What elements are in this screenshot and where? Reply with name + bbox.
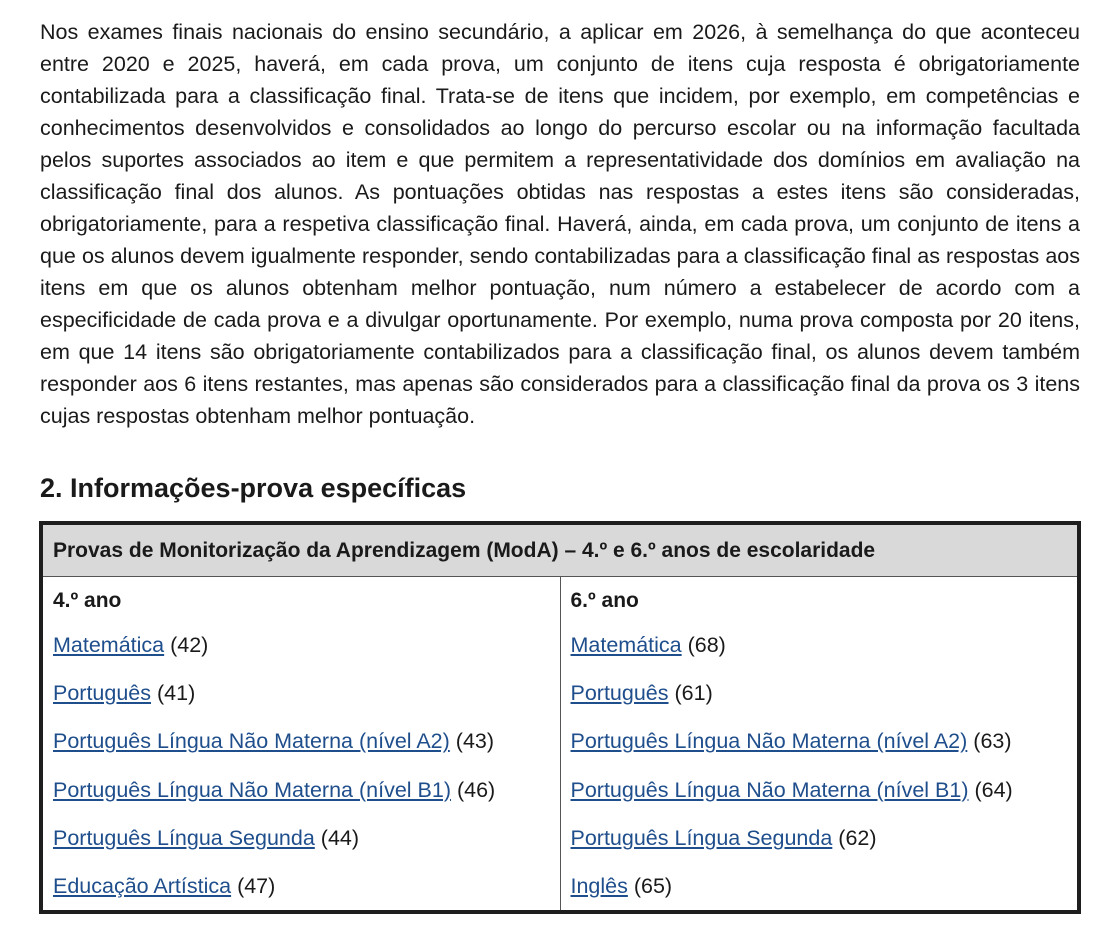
intro-paragraph: Nos exames finais nacionais do ensino secundário, a aplicar em 2026, à semelhança do que aconteceu entre 2020 e 2025, haverá, em cada prova, um conjunto de itens cuja resposta é obrigatoriamente contabilizada para a classificação final. Trata-se de itens que incidem, por exemplo, em competências e conhecimentos desenvolvidos e consolidados ao longo do percurso escolar ou na informação facultada pelos suportes associados ao item e que permitem a representatividade dos domínios em avaliação na classificação final dos alunos. As pontuações obtidas nas respostas a estes itens são consideradas, obrigatoriamente, para a respetiva classificação final. Haverá, ainda, em cada prova, um conjunto de itens a que os alunos devem igualmente responder, sendo contabilizadas para a classificação final as respostas aos itens em que os alunos obtenham melhor pontuação, num número a estabelecer de acordo com a especificidade de cada prova e a divulgar oportunamente. Por exemplo, numa prova composta por 20 itens, em que 14 itens são obrigatoriamente contabilizados para a classificação final, os alunos devem também responder aos 6 itens restantes, mas apenas são considerados para a classificação final da prova os 3 itens cujas respostas obtenham melhor pontuação. [40,20,1080,428]
exam-link-ingles-6[interactable]: Inglês [570,873,628,898]
year-title-6th: 6.º ano [570,589,639,612]
exam-item [571,766,1068,814]
moda-exams-table [39,521,1081,914]
exam-code: (62) [838,825,877,850]
exam-code: (63) [973,729,1012,754]
exam-code: (68) [687,633,726,657]
column-4th-year [41,577,560,913]
exam-link-portugues-6[interactable]: Português [570,681,669,706]
exam-code: (41) [157,681,196,706]
exam-link-pls-4[interactable]: Português Língua Segunda [53,825,315,850]
exam-code: (46) [456,777,496,802]
exam-item [571,814,1068,862]
exam-link-matematica-6[interactable]: Matemática [570,633,682,657]
exam-item [53,766,550,814]
exam-item [53,669,550,717]
section-heading: 2. Informações-prova específicas [40,473,467,503]
exam-code: (43) [455,729,495,754]
table-header-row [41,523,1079,577]
exam-code: (47) [237,873,276,898]
exam-item [571,669,1068,717]
exam-link-plnm-b1-4[interactable]: Português Língua Não Materna (nível B1) [53,777,451,802]
table-title: Provas de Monitorização da Aprendizagem (ModA) – 4.º e 6.º anos de escolaridade [41,523,1079,577]
year-title-4th: 4.º ano [53,589,122,612]
exam-item [571,621,1068,669]
table-body-row [41,577,1079,913]
exam-link-matematica-4[interactable]: Matemática [53,633,165,657]
exam-code: (44) [320,825,360,850]
exam-link-pls-6[interactable]: Português Língua Segunda [570,825,833,850]
exam-link-plnm-b1-6[interactable]: Português Língua Não Materna (nível B1) [570,777,969,802]
column-6th-year [560,577,1079,913]
exam-item [53,862,550,910]
exam-item [571,862,1068,910]
exam-code: (64) [974,777,1013,802]
exam-code: (65) [633,873,673,898]
exam-code: (42) [170,633,209,657]
exam-item [571,717,1068,765]
exam-item [53,621,550,669]
exam-link-plnm-a2-6[interactable]: Português Língua Não Materna (nível A2) [570,729,968,754]
exam-link-educacao-artistica-4[interactable]: Educação Artística [53,873,232,898]
exam-link-plnm-a2-4[interactable]: Português Língua Não Materna (nível A2) [53,729,450,754]
exam-link-portugues-4[interactable]: Português [53,681,152,706]
exam-code: (61) [674,681,713,706]
exam-item [53,814,550,862]
exam-item [53,717,550,765]
